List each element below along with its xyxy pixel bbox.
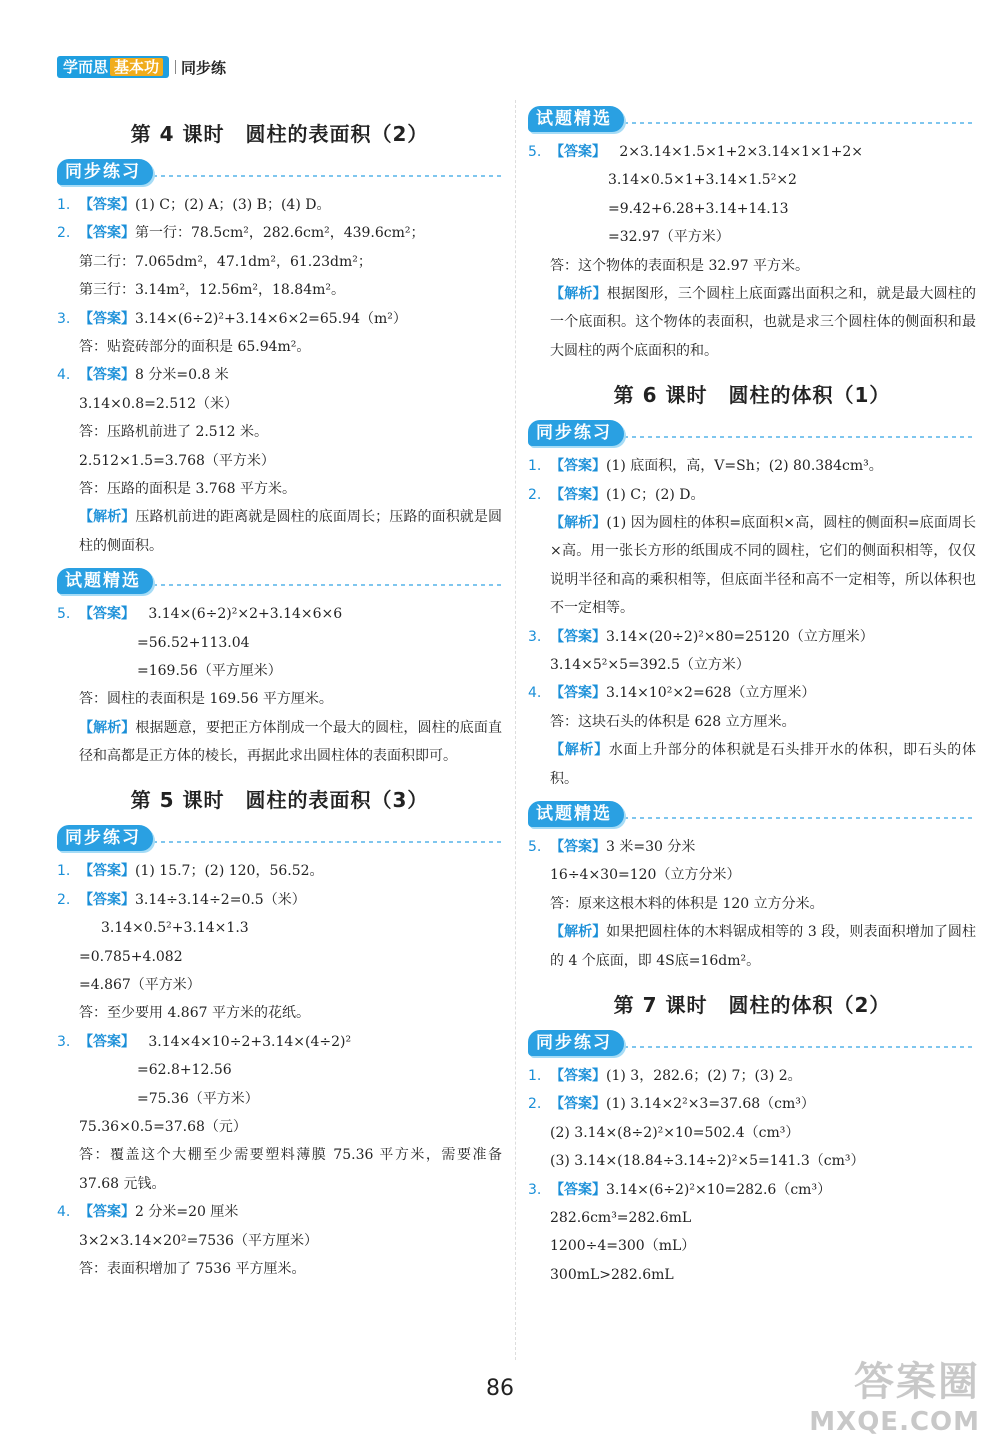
answer-line: =56.52+113.04: [137, 634, 250, 651]
answer-line: 3.14×0.5²+3.14×1.3: [101, 920, 249, 937]
question-number: 2.: [57, 225, 71, 242]
answer-tag: 【答案】: [550, 1181, 606, 1198]
question-number: 3.: [528, 1181, 542, 1198]
answer-line: 3.14×0.8=2.512（米）: [79, 395, 238, 412]
answer-line: =4.867（平方米）: [79, 977, 201, 994]
answer-line: [528, 679, 976, 707]
answer-line: =75.36（平方米）: [137, 1090, 259, 1107]
answer-tag: 【答案】: [79, 863, 135, 880]
section-band-label: 同步练习: [528, 420, 624, 446]
answer-tag: 【答案】: [79, 310, 135, 327]
answer-line: =62.8+12.56: [137, 1062, 232, 1079]
answer-line: 3×2×3.14×20²=7536（平方厘米）: [79, 1232, 318, 1249]
question-number: 3.: [57, 310, 71, 327]
watermark-url: MXQE.COM: [809, 1407, 980, 1437]
question-number: 2.: [57, 891, 71, 908]
question-number: 5.: [57, 606, 71, 623]
answer-text: 2×3.14×1.5×1+2×3.14×1×1+2×: [619, 144, 863, 160]
answer-line: [57, 1028, 502, 1056]
answer-tag: 【答案】: [550, 685, 606, 702]
question-number: 2.: [528, 486, 542, 503]
question-number: 1.: [57, 863, 71, 880]
answer-line: 3.14×5²×5=392.5（立方米）: [550, 656, 750, 673]
answer-line: [57, 600, 502, 628]
answer-text: 2 分米=20 厘米: [135, 1204, 239, 1221]
answer-tag: 【答案】: [550, 458, 606, 475]
analysis-tag: 【解析】: [550, 285, 607, 302]
analysis-text: (1) 因为圆柱的体积=底面积×高，圆柱的侧面积=底面周长×高。用一张长方形的纸围成不同的圆柱，它们的侧面积相等，仅仅说明半径和高的乘积相等，但底面半径和高不一定相等，所以体积也不一定相等。: [550, 514, 976, 617]
analysis-text: 根据题意，要把正方体削成一个最大的圆柱，圆柱的底面直径和高都是正方体的棱长，再据此求出圆柱体的表面积即可。: [79, 719, 503, 765]
analysis-paragraph: [528, 280, 976, 365]
section-band-label: 同步练习: [528, 1030, 624, 1056]
answer-tag: 【答案】: [550, 1067, 606, 1084]
section-band-sync: [57, 159, 502, 187]
question-number: 3.: [57, 1033, 71, 1050]
answer-line: =32.97（平方米）: [608, 229, 730, 246]
header-separator: [175, 60, 176, 74]
answer-line: [528, 138, 976, 166]
answer-line: 1200÷4=300（mL）: [550, 1238, 696, 1255]
brand-logo: [57, 56, 169, 78]
analysis-paragraph: [528, 918, 976, 975]
answer-line: (2) 3.14×(8÷2)²×10=502.4（cm³）: [550, 1124, 800, 1141]
answer-line: [57, 361, 502, 389]
question-number: 1.: [528, 1067, 542, 1084]
section-band-sync: [528, 1030, 976, 1058]
answer-text: 3.14×10²×2=628（立方厘米）: [606, 685, 816, 702]
answer-line: =0.785+4.082: [79, 948, 183, 965]
answer-line: [57, 1198, 502, 1226]
page-number: 86: [486, 1376, 514, 1401]
answer-line: [528, 1062, 976, 1090]
watermark: [809, 1350, 980, 1437]
answer-line: 75.36×0.5=37.68（元）: [79, 1119, 247, 1135]
answer-paragraph: 答：覆盖这个大棚至少需要塑料薄膜 75.36 平方米，需要准备 37.68 元钱。: [79, 1147, 502, 1192]
answer-line: [57, 857, 502, 885]
lesson-7-title: 第 7 课时 圆柱的体积（2）: [613, 992, 891, 1017]
answer-line: [528, 623, 976, 651]
answer-line: [528, 481, 976, 509]
answer-line: 答：这块石头的体积是 628 立方厘米。: [550, 713, 796, 730]
answer-line: 答：圆柱的表面积是 169.56 平方厘米。: [79, 691, 333, 708]
answer-text: 8 分米=0.8 米: [135, 367, 229, 384]
answer-line: 答：贴瓷砖部分的面积是 65.94m²。: [79, 338, 311, 355]
answer-line: 答：至少要用 4.867 平方米的花纸。: [79, 1005, 310, 1022]
answer-line: 答：原来这根木料的体积是 120 立方分米。: [550, 895, 824, 912]
answer-tag: 【答案】: [550, 144, 606, 160]
answer-line: =9.42+6.28+3.14+14.13: [608, 200, 789, 217]
analysis-tag: 【解析】: [550, 742, 609, 759]
answer-line: (3) 3.14×(18.84÷3.14÷2)²×5=141.3（cm³）: [550, 1153, 865, 1170]
left-column: [57, 104, 502, 1283]
answer-text: 3.14÷3.14÷2=0.5（米）: [135, 891, 306, 908]
answer-tag: 【答案】: [550, 1096, 606, 1113]
answer-text: 3.14×(6÷2)²×2+3.14×6×6: [148, 606, 343, 623]
analysis-paragraph: [528, 736, 976, 793]
question-number: 5.: [528, 144, 542, 160]
answer-line: [57, 219, 502, 247]
answer-tag: 【答案】: [79, 1033, 135, 1050]
answer-line: 答：表面积增加了 7536 平方厘米。: [79, 1260, 306, 1277]
answer-tag: 【答案】: [79, 197, 135, 213]
lesson-4-title: 第 4 课时 圆柱的表面积（2）: [130, 122, 429, 146]
answer-line: 答：压路的面积是 3.768 平方米。: [79, 480, 296, 497]
answer-line: 答：这个物体的表面积是 32.97 平方米。: [550, 257, 809, 274]
answer-line: =169.56（平方厘米）: [137, 662, 282, 679]
question-number: 1.: [528, 458, 542, 475]
answer-line: 第三行：3.14m²，12.56m²，18.84m²。: [79, 282, 345, 299]
answer-text: (1) C；(2) A；(3) B；(4) D。: [135, 197, 331, 213]
lesson-5-title: 第 5 课时 圆柱的表面积（3）: [130, 788, 429, 813]
answer-text: (1) 3，282.6；(2) 7；(3) 2。: [606, 1067, 802, 1084]
answer-text: (1) C；(2) D。: [606, 486, 705, 503]
brand-name-right: 基本功: [110, 58, 163, 76]
answer-line: [57, 305, 502, 333]
answer-text: 第一行：78.5cm²，282.6cm²，439.6cm²；: [135, 225, 425, 242]
answer-tag: 【答案】: [550, 486, 606, 503]
answer-text: (1) 底面积，高，V=Sh；(2) 80.384cm³。: [606, 458, 883, 475]
answer-tag: 【答案】: [550, 838, 606, 855]
analysis-tag: 【解析】: [550, 514, 607, 531]
analysis-text: 如果把圆柱体的木料锯成相等的 3 段，则表面积增加了圆柱的 4 个底面，即 4S底=16dm²。: [550, 924, 976, 969]
answer-line: [528, 1090, 976, 1118]
analysis-text: 水面上升部分的体积就是石头排开水的体积，即石头的体积。: [550, 742, 977, 787]
analysis-paragraph: [528, 509, 976, 623]
analysis-paragraph: [57, 503, 502, 560]
answer-tag: 【答案】: [79, 1204, 135, 1221]
answer-text: 3.14×4×10÷2+3.14×(4÷2)²: [148, 1033, 352, 1050]
answer-tag: 【答案】: [79, 367, 135, 384]
answer-line: 16÷4×30=120（立方分米）: [550, 867, 741, 884]
section-band-label: 试题精选: [528, 801, 624, 827]
section-band-label: 同步练习: [57, 825, 153, 851]
question-number: 4.: [528, 685, 542, 702]
section-band-label: 试题精选: [57, 568, 153, 594]
analysis-tag: 【解析】: [79, 719, 136, 736]
brand-name-left: 学而思: [63, 58, 109, 76]
answer-tag: 【答案】: [79, 606, 135, 623]
answer-line: [528, 452, 976, 480]
analysis-tag: 【解析】: [79, 509, 136, 526]
answer-text: 3.14×(6÷2)²+3.14×6×2=65.94（m²）: [135, 310, 407, 327]
section-band-label: 试题精选: [528, 106, 624, 132]
answer-line: [57, 191, 502, 219]
answer-line: 300mL>282.6mL: [550, 1266, 674, 1283]
answer-line: 第二行：7.065dm²，47.1dm²，61.23dm²；: [79, 253, 372, 270]
analysis-tag: 【解析】: [550, 924, 607, 941]
question-number: 4.: [57, 1204, 71, 1221]
answer-text: (1) 15.7；(2) 120，56.52。: [135, 863, 324, 880]
right-column: [528, 104, 976, 1289]
answer-tag: 【答案】: [79, 225, 135, 242]
question-number: 5.: [528, 838, 542, 855]
answer-line: 答：压路机前进了 2.512 米。: [79, 424, 268, 441]
answer-line: [528, 1176, 976, 1204]
analysis-text: 压路机前进的距离就是圆柱的底面周长；压路的面积就是圆柱的侧面积。: [79, 509, 503, 554]
section-band-select: [528, 106, 976, 134]
answer-tag: 【答案】: [550, 628, 606, 645]
answer-tag: 【答案】: [79, 891, 135, 908]
lesson-6-title: 第 6 课时 圆柱的体积（1）: [613, 383, 891, 408]
answer-text: 3.14×(20÷2)²×80=25120（立方厘米）: [606, 628, 874, 645]
answer-line: [528, 833, 976, 861]
analysis-paragraph: [57, 714, 502, 771]
answer-line: 282.6cm³=282.6mL: [550, 1209, 692, 1226]
analysis-text: 根据图形，三个圆柱上底面露出面积之和，就是最大圆柱的一个底面积。这个物体的表面积，也就是求三个圆柱体的侧面积和最大圆柱的两个底面积的和。: [550, 285, 976, 359]
column-divider: [515, 100, 516, 1360]
answer-line: [57, 886, 502, 914]
header-subtitle: 同步练: [181, 58, 227, 77]
section-band-sync: [528, 420, 976, 448]
answer-text: (1) 3.14×2²×3=37.68（cm³）: [606, 1096, 815, 1113]
watermark-logo-text: 答案圈: [854, 1359, 980, 1405]
page-header: [57, 56, 226, 78]
section-band-sync: [57, 825, 502, 853]
section-band-select: [528, 801, 976, 829]
answer-text: 3 米=30 分米: [606, 838, 696, 855]
section-band-select: [57, 568, 502, 596]
question-number: 2.: [528, 1096, 542, 1113]
question-number: 3.: [528, 628, 542, 645]
answer-text: 3.14×(6÷2)²×10=282.6（cm³）: [606, 1181, 832, 1198]
question-number: 1.: [57, 197, 71, 213]
question-number: 4.: [57, 367, 71, 384]
answer-line: 2.512×1.5=3.768（平方米）: [79, 452, 275, 469]
section-band-label: 同步练习: [57, 159, 153, 185]
answer-line: 3.14×0.5×1+3.14×1.5²×2: [608, 172, 797, 189]
